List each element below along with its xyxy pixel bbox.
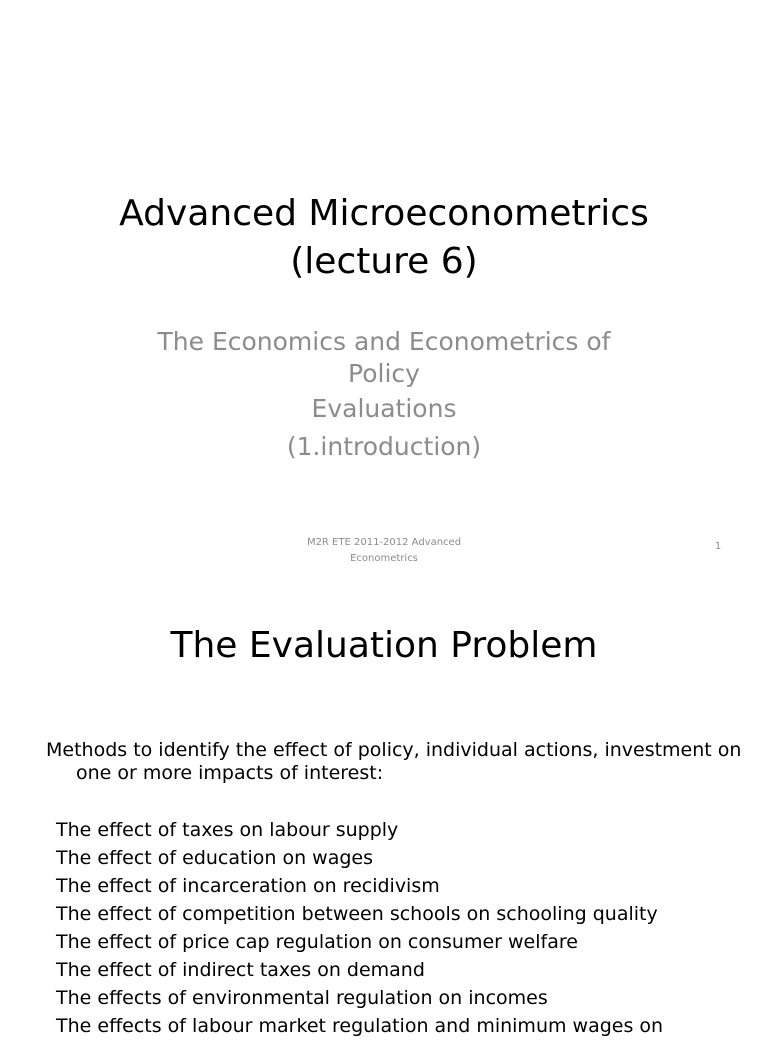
list-item: The effect of education on wages	[56, 847, 373, 869]
intro-paragraph: Methods to identify the effect of policy, individual actions, investment on one or more impacts of interest:	[46, 739, 742, 784]
page-number: 1	[714, 541, 722, 552]
effects-list	[56, 816, 663, 1040]
subtitle-line-3: (1.introduction)	[286, 432, 482, 461]
subtitle-line-1: The Economics and Econometrics of	[157, 327, 611, 356]
list-item: The effect of indirect taxes on demand	[56, 959, 425, 981]
footer-line-1: M2R ETE 2011-2012 Advanced	[306, 537, 462, 548]
list-item: The effects of environmental regulation on incomes	[56, 987, 548, 1009]
list-item: The effect of competition between schools on schooling quality	[56, 903, 658, 925]
slide-title: The Evaluation Problem	[170, 625, 598, 666]
slide-2	[0, 576, 768, 1037]
subtitle-line-1b: Policy	[348, 359, 420, 388]
list-item: The effect of taxes on labour supply	[56, 819, 399, 841]
footer-line-2: Econometrics	[350, 553, 418, 564]
list-item: The effect of incarceration on recidivism	[56, 875, 440, 897]
subtitle-line-2: Evaluations	[311, 394, 457, 423]
title-line-2: (lecture 6)	[290, 241, 478, 282]
title-line-1: Advanced Microeconometrics	[119, 193, 649, 234]
list-item: The effect of price cap regulation on consumer welfare	[56, 931, 578, 953]
slide-subtitle	[0, 326, 768, 466]
slide-footer	[284, 535, 484, 567]
slide-title	[0, 190, 768, 286]
list-item: The effects of labour market regulation and minimum wages on	[56, 1015, 664, 1037]
